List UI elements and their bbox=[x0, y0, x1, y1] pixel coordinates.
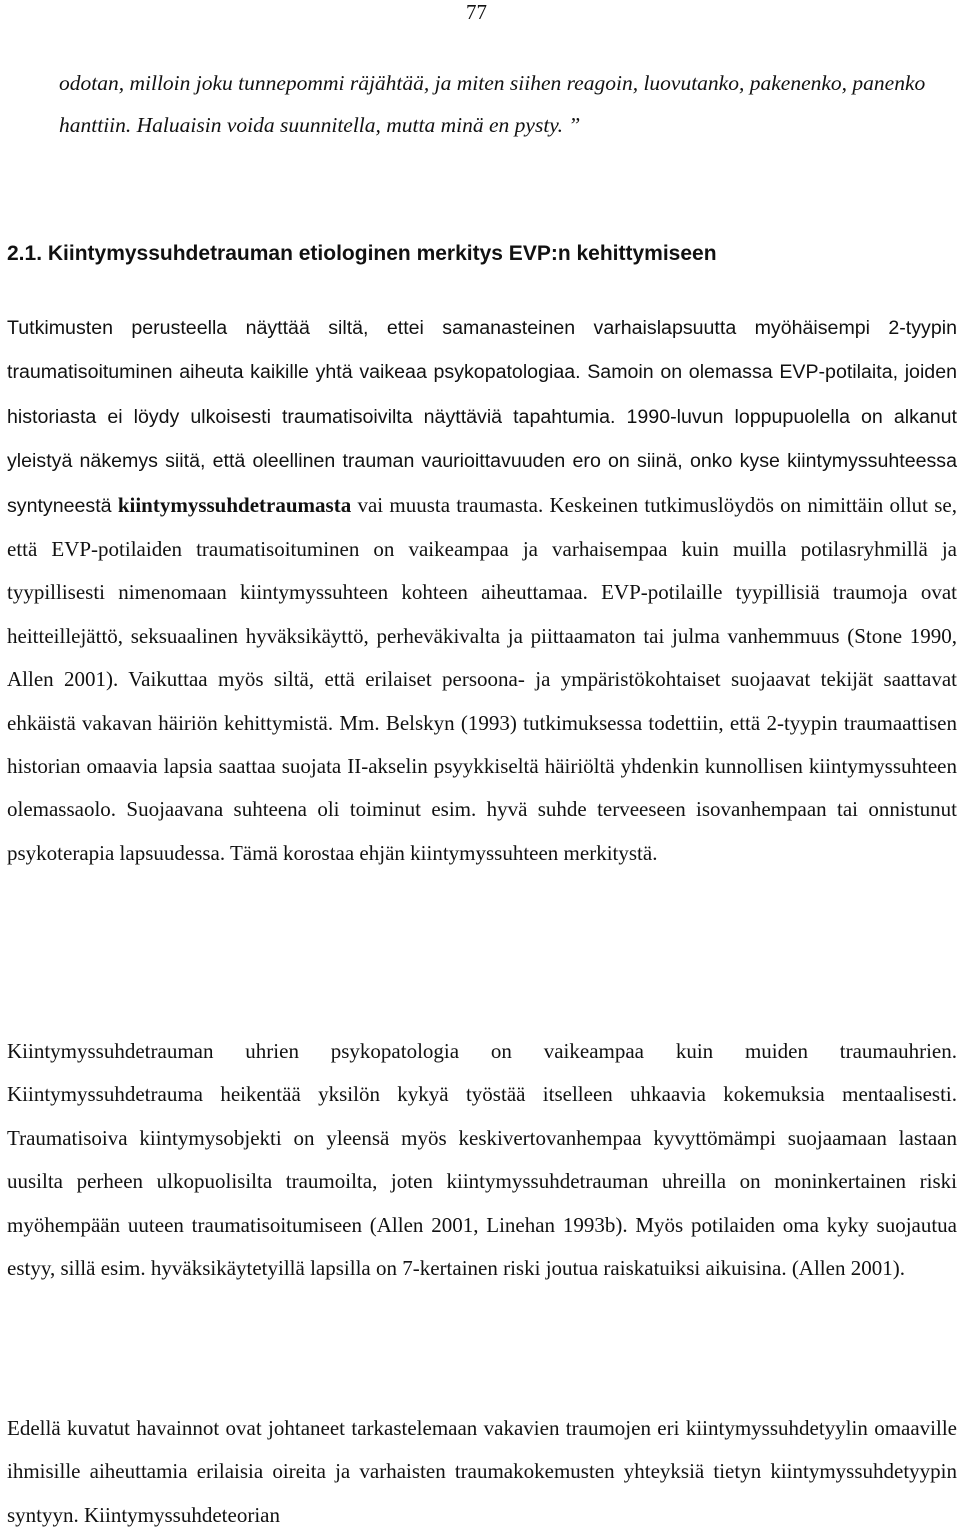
paragraph-1-serif-part: vai muusta traumasta. Keskeinen tutkimuslöydös on nimittäin ollut se, että EVP-potilaiden traumatisoituminen on vaikeampaa ja varhaisempaa kuin muilla potilasryhmillä ja tyypillisesti nimenomaan kiintymyssuhteen kohteen aiheuttamaa. EVP-potilaille tyypillisiä traumoja ovat heitteillejättö, seksuaalinen hyväksikäyttö, perheväkivalta ja piittaamaton tai julma vanhemmuus (Stone 1990, Allen 2001). Vaikuttaa myös siltä, että erilaiset persoona- ja ympäristökohtaiset suojaavat tekijät saattavat ehkäistä vakavan häiriön kehittymistä. Mm. Belskyn (1993) tutkimuksessa todettiin, että 2-tyypin traumaattisen historian omaavia lapsia saattaa suojata II-akselin psyykkiseltä häiriöltä yhdenkin kunnollisen kiintymyssuhteen olemassaolo. Suojaavana suhteena oli toiminut esim. hyvä suhde terveeseen isovanhempaan tai onnistunut psykoterapia lapsuudessa. Tämä korostaa ehjän kiintymyssuhteen merkitystä. bbox=[7, 492, 957, 865]
paragraph-3: Edellä kuvatut havainnot ovat johtaneet tarkastelemaan vakavien traumojen eri kiintymyssuhdetyylin omaaville ihmisille aiheuttamia erilaisia oireita ja varhaisten traumakokemusten yhteyksiä tietyn kiintymyssuhdetyypin syntyyn. Kiintymyssuhdeteorian bbox=[7, 1416, 957, 1527]
paragraph-1-sans-part: Tutkimusten perusteella näyttää siltä, ettei samanasteinen varhaislapsuutta myöhäisempi 2-tyypin traumatisoituminen aiheuta kaikille yhtä vaikeaa psykopatologiaa. Samoin on olemassa EVP-potilaita, joiden historiasta ei löydy ulkoisesti traumatisoivilta näyttäviä tapahtumia. 1990-luvun loppupuolella on alkanut yleistyä näkemys siitä, että oleellinen trauman vaurioittavuuden ero on siinä, onko kyse kiintymyssuhteessa syntyneestä bbox=[7, 317, 957, 517]
paragraph-1 bbox=[7, 306, 957, 875]
paragraph-1-bold-term: kiintymyssuhdetraumasta bbox=[117, 492, 352, 517]
section-heading: 2.1. Kiintymyssuhdetrauman etiologinen merkitys EVP:n kehittymiseen bbox=[7, 242, 717, 265]
paragraph-2: Kiintymyssuhdetrauman uhrien psykopatologia on vaikeampaa kuin muiden traumauhrien. Kiintymyssuhdetrauma heikentää yksilön kykyä työstää itselleen uhkaavia kokemuksia mentaalisesti. Traumatisoiva kiintymysobjekti on yleensä myös keskivertovanhempaa kyvyttömämpi suojaamaan lastaan uusilta perheen ulkopuolisilta traumoilta, joten kiintymyssuhdetrauman uhreilla on moninkertainen riski myöhempään uuteen traumatisoitumiseen (Allen 2001, Linehan 1993b). Myös potilaiden oma kyky suojautua estyy, sillä esim. hyväksikäytetyillä lapsilla on 7-kertainen riski joutua raiskatuiksi aikuisina. (Allen 2001). bbox=[7, 1039, 957, 1281]
page-number: 77 bbox=[466, 0, 487, 24]
quote-text: odotan, milloin joku tunnepommi räjähtää, ja miten siihen reagoin, luovutanko, pakenenko, panenko hanttiin. Haluaisin voida suunnitella, mutta minä en pysty. ” bbox=[59, 71, 926, 137]
